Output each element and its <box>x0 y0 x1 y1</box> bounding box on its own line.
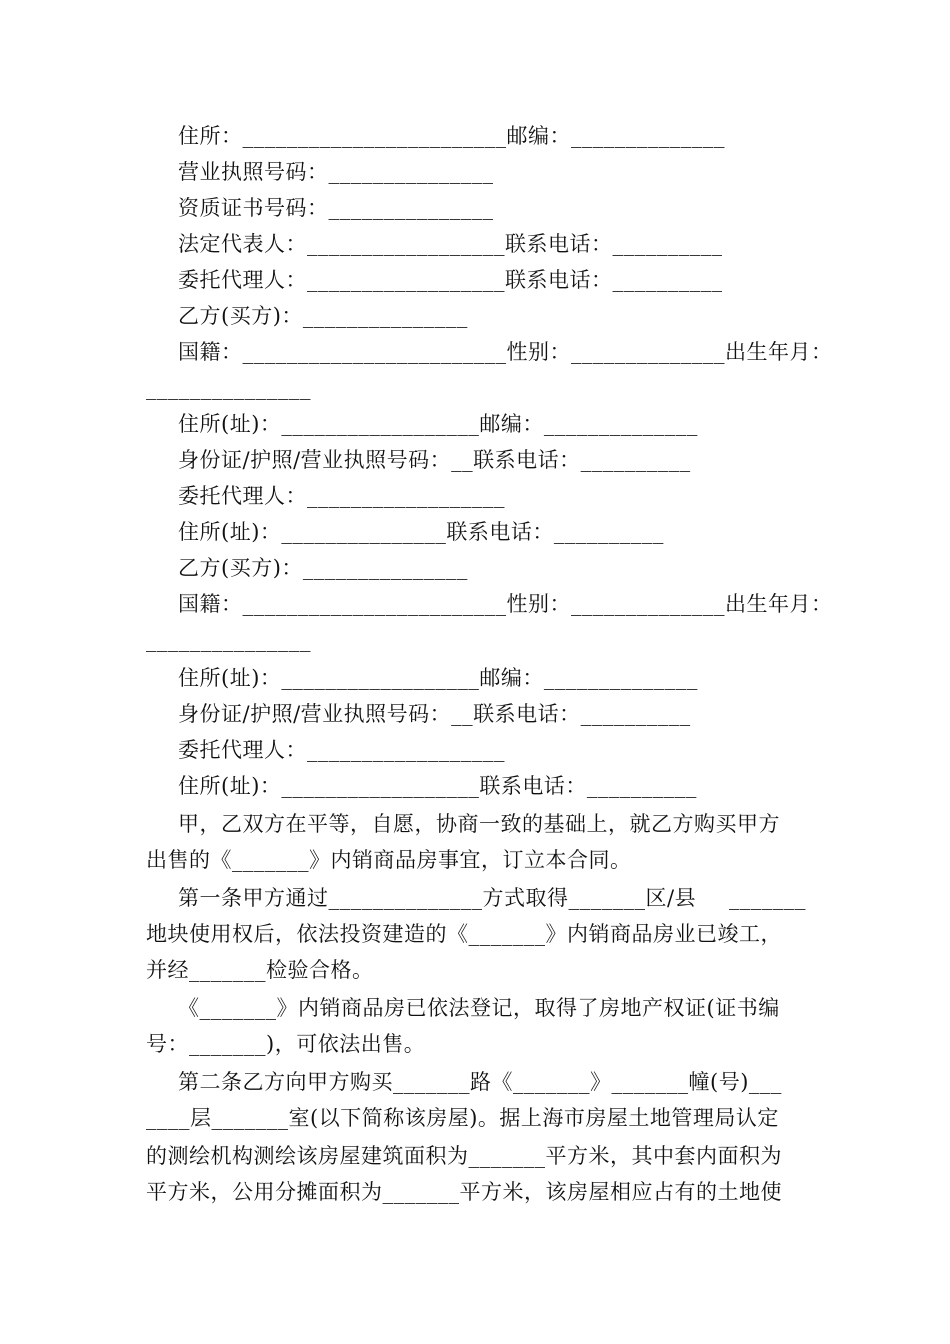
preamble-line-1: 甲，乙双方在平等，自愿，协商一致的基础上，就乙方购买甲方 <box>178 812 780 836</box>
buyer1-agent-address-line: 住所(址)：_______________联系电话：__________ <box>178 520 664 544</box>
buyer1-agent-line: 委托代理人：__________________ <box>178 484 505 508</box>
buyer2-nationality-line <box>146 586 833 622</box>
article2-line-1: 第二条乙方向甲方购买_______路《_______》_______幢(号)___ <box>178 1070 782 1094</box>
buyer-heading-1: 乙方(买方)：_______________ <box>178 304 468 328</box>
buyer1-id-line: 身份证/护照/营业执照号码：__联系电话：__________ <box>178 448 691 472</box>
article2-line-2: ____层_______室(以下简称该房屋)。据上海市房屋土地管理局认定 <box>146 1106 779 1130</box>
legal-rep-line: 法定代表人：__________________联系电话：__________ <box>178 232 723 256</box>
article1-line-2: 地块使用权后，依法投资建造的《_______》内销商品房业已竣工， <box>146 922 782 946</box>
business-license-line: 营业执照号码：_______________ <box>178 160 494 184</box>
buyer2-birth-label: 出生年月： <box>725 592 833 616</box>
qualification-cert-line: 资质证书号码：_______________ <box>178 196 494 220</box>
buyer2-nationality-gender: 国籍：________________________性别：______________ <box>178 592 725 616</box>
buyer2-birth-blank: _______________ <box>146 628 311 652</box>
article1-line-1-main: 第一条甲方通过______________方式取得_______区/县 <box>178 886 697 910</box>
buyer2-agent-address-line: 住所(址)：__________________联系电话：__________ <box>178 774 697 798</box>
seller-address-line: 住所：________________________邮编：______________ <box>178 124 725 148</box>
buyer2-agent-line: 委托代理人：__________________ <box>178 738 505 762</box>
buyer1-birth-label: 出生年月： <box>725 340 833 364</box>
registration-line-1: 《_______》内销商品房已依法登记，取得了房地产权证(证书编 <box>178 996 780 1020</box>
buyer1-birth-blank: _______________ <box>146 376 311 400</box>
seller-agent-line: 委托代理人：__________________联系电话：__________ <box>178 268 723 292</box>
buyer1-address-line: 住所(址)：__________________邮编：______________ <box>178 412 698 436</box>
article1-line-1-end: _______ <box>729 886 806 910</box>
buyer2-id-line: 身份证/护照/营业执照号码：__联系电话：__________ <box>178 702 691 726</box>
article1-line-3: 并经_______检验合格。 <box>146 958 374 982</box>
buyer1-nationality-gender: 国籍：________________________性别：______________ <box>178 340 725 364</box>
article1-line-1 <box>146 880 806 916</box>
buyer-heading-2: 乙方(买方)：_______________ <box>178 556 468 580</box>
article2-line-3: 的测绘机构测绘该房屋建筑面积为_______平方米，其中套内面积为 <box>146 1144 782 1168</box>
buyer1-nationality-line <box>146 334 833 370</box>
article2-line-4: 平方米，公用分摊面积为_______平方米，该房屋相应占有的土地使 <box>146 1180 782 1204</box>
buyer2-address-line: 住所(址)：__________________邮编：______________ <box>178 666 698 690</box>
preamble-line-2: 出售的《_______》内销商品房事宜，订立本合同。 <box>146 848 632 872</box>
registration-line-2: 号：_______)，可依法出售。 <box>146 1032 426 1056</box>
